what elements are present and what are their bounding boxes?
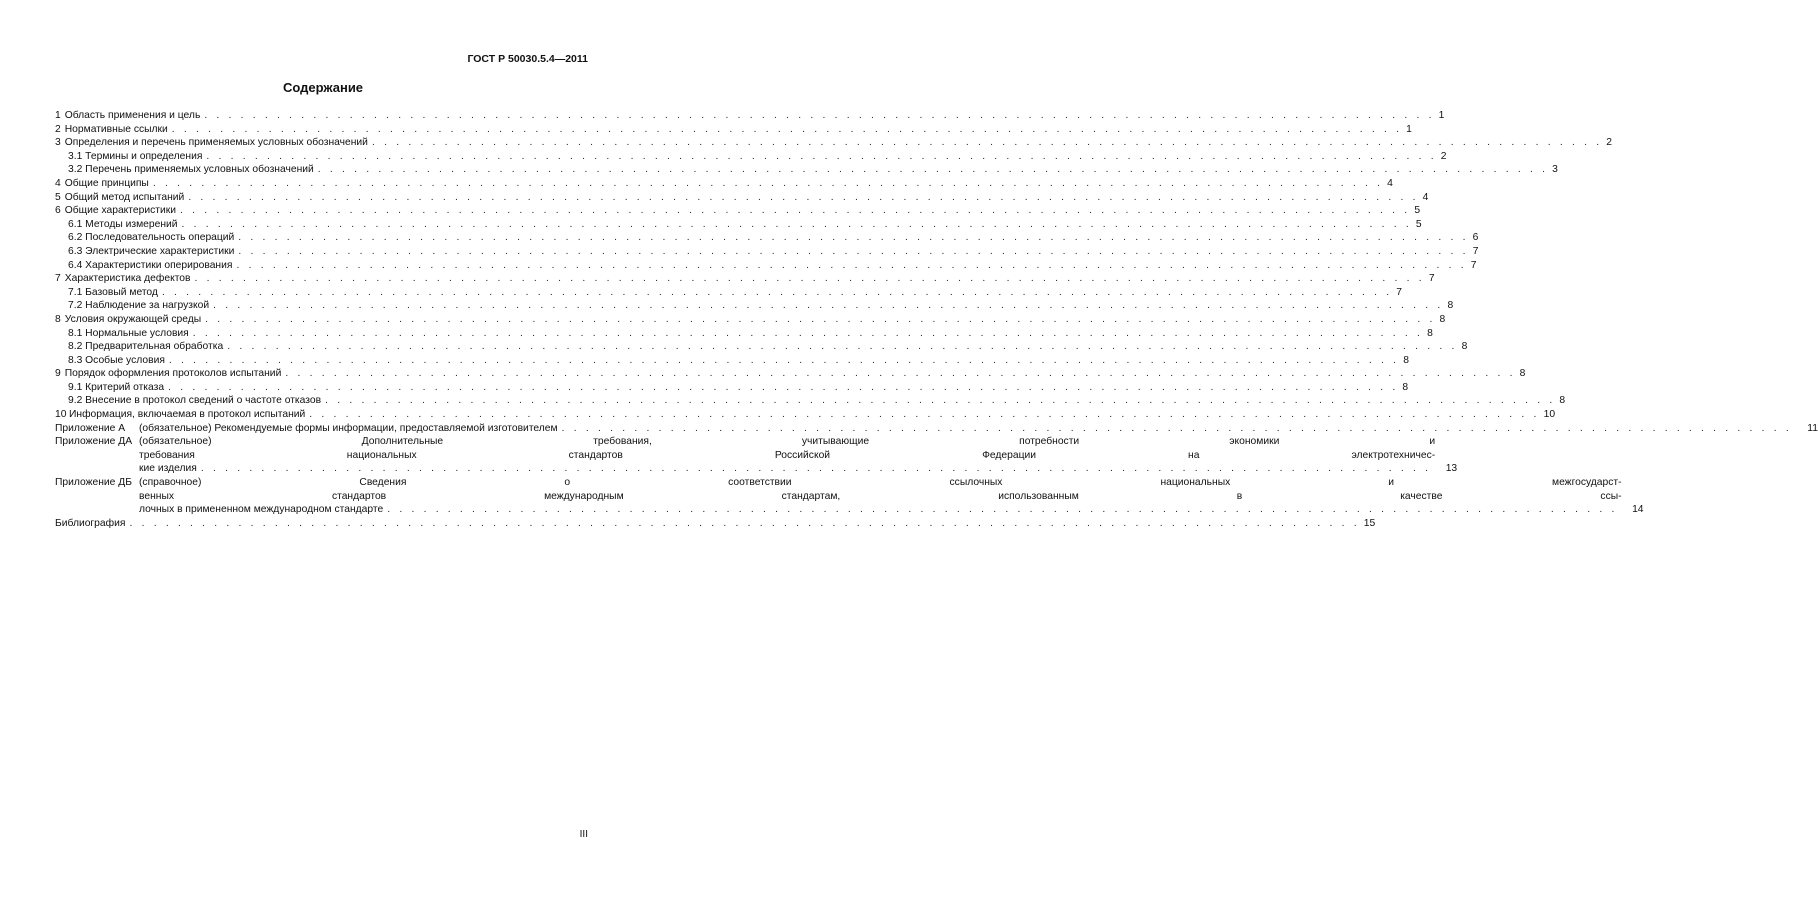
toc-page: 8: [1559, 395, 1566, 407]
toc-number: 1: [55, 110, 61, 121]
toc-leader: [162, 286, 1392, 300]
toc-leader: [562, 422, 1792, 436]
toc-page: 4: [1387, 177, 1393, 189]
appendix-line: [139, 449, 1457, 463]
toc-leader: [205, 313, 1435, 327]
toc-page: 14: [1632, 504, 1644, 516]
toc-number: 6: [55, 205, 61, 217]
toc-entry[interactable]: [55, 109, 1445, 123]
toc-label: Общие принципы: [64, 177, 149, 189]
toc-leader: [309, 408, 1539, 422]
toc-entry[interactable]: [55, 150, 1447, 164]
toc-leader: [238, 245, 1468, 259]
appendix-text: требования национальных стандартов Российской Федерации на электротехничес-: [139, 449, 1436, 461]
toc-page: 8: [1403, 354, 1409, 366]
toc-page: 7: [1396, 286, 1403, 298]
toc-leader: [201, 462, 1431, 476]
toc-entry[interactable]: [55, 177, 1393, 191]
toc-page: 3: [1552, 164, 1558, 176]
toc-entry-appendix[interactable]: [55, 422, 1818, 436]
appendix-body: [139, 435, 1457, 476]
toc-leader: [325, 394, 1555, 408]
toc-label: Область применения и цель: [64, 110, 201, 121]
appendix-text: (обязательное) Рекомендуемые формы информации, предоставляемой изготовителем: [139, 422, 558, 434]
toc-entry[interactable]: [55, 136, 1613, 150]
toc-number: 8: [55, 313, 61, 325]
appendix-text: лочных в примененном международном стандарте: [139, 504, 384, 516]
toc-page: 7: [1428, 273, 1435, 285]
toc-label: 6.1 Методы измерений: [68, 218, 178, 230]
document-header: ГОСТ Р 50030.5.4—2011: [467, 53, 588, 65]
toc-entry[interactable]: [55, 367, 1526, 381]
toc-entry[interactable]: [55, 218, 1422, 232]
toc-leader: [195, 272, 1425, 286]
toc-page: 8: [1461, 341, 1468, 353]
toc-leader: [285, 367, 1515, 381]
toc-sections: [55, 109, 1613, 422]
toc-page: 1: [1406, 123, 1412, 135]
toc-entry[interactable]: [55, 299, 1454, 313]
toc-label: Общие характеристики: [64, 205, 176, 217]
appendix-body: [139, 422, 1818, 436]
table-of-contents: [55, 109, 1818, 530]
toc-label: 6.3 Электрические характеристики: [68, 245, 235, 257]
toc-entry[interactable]: [55, 340, 1468, 354]
page-title: Содержание: [282, 80, 364, 95]
appendix-line: [139, 476, 1644, 490]
toc-entry-appendix[interactable]: [55, 435, 1458, 476]
toc-number: 5: [55, 191, 61, 203]
toc-number: 2: [55, 123, 61, 135]
toc-entry[interactable]: [55, 313, 1446, 327]
toc-page: 8: [1447, 300, 1454, 312]
toc-leader: [188, 191, 1418, 205]
toc-entry[interactable]: [55, 354, 1409, 368]
toc-label: Условия окружающей среды: [64, 313, 202, 325]
toc-entry[interactable]: [55, 123, 1412, 137]
toc-page: 7: [1472, 245, 1479, 257]
appendix-text: (справочное) Сведения о соответствии ссылочных национальных и межгосударст-: [139, 477, 1622, 489]
toc-entry[interactable]: [55, 286, 1403, 300]
toc-appendices: [55, 422, 1818, 517]
toc-label: 6.2 Последовательность операций: [68, 232, 235, 244]
toc-label: 7.2 Наблюдение за нагрузкой: [68, 300, 210, 312]
toc-number: 7: [55, 273, 61, 285]
toc-leader: [238, 231, 1468, 245]
toc-label: Библиография: [55, 517, 126, 529]
toc-number: 3: [55, 137, 61, 149]
toc-label: Определения и перечень применяемых условных обозначений: [64, 137, 368, 149]
toc-label: Информация, включаемая в протокол испытаний: [69, 409, 306, 421]
toc-entry[interactable]: [55, 259, 1477, 273]
toc-leader: [387, 503, 1617, 517]
toc-leader: [129, 517, 1359, 531]
appendix-name: Приложение ДА: [55, 436, 133, 448]
appendix-line: [139, 490, 1644, 504]
toc-entry[interactable]: [55, 394, 1566, 408]
toc-label: 8.1 Нормальные условия: [68, 327, 189, 339]
toc-page: 11: [1807, 422, 1818, 434]
appendix-body: [139, 476, 1644, 517]
toc-page: 8: [1519, 368, 1526, 380]
toc-leader: [206, 150, 1436, 164]
toc-leader: [318, 163, 1548, 177]
toc-page: 15: [1363, 517, 1376, 529]
toc-entry[interactable]: [55, 408, 1556, 422]
toc-page: 10: [1543, 409, 1556, 421]
appendix-name: Приложение ДБ: [55, 477, 132, 489]
toc-label: 3.2 Перечень применяемых условных обозначений: [68, 164, 314, 176]
toc-entry-appendix[interactable]: [55, 476, 1644, 517]
toc-page: 13: [1445, 463, 1458, 475]
toc-label: Характеристика дефектов: [64, 273, 191, 285]
toc-label: 8.3 Особые условия: [68, 354, 165, 366]
toc-page: 5: [1414, 205, 1421, 217]
toc-entry-bibliography[interactable]: [55, 517, 1376, 531]
appendix-line: [139, 462, 1457, 476]
appendix-line: [139, 503, 1644, 517]
toc-page: 6: [1472, 232, 1479, 244]
toc-label: 9.1 Критерий отказа: [68, 381, 165, 393]
toc-number: 10: [55, 409, 67, 421]
page-number: III: [579, 829, 588, 840]
toc-leader: [213, 299, 1443, 313]
toc-label: 6.4 Характеристики оперирования: [68, 259, 233, 271]
appendix-text: (обязательное) Дополнительные требования, учитывающие потребности экономики и: [139, 436, 1436, 448]
toc-page: 8: [1402, 381, 1409, 393]
toc-page: 7: [1470, 259, 1477, 271]
toc-entry[interactable]: [55, 163, 1558, 177]
toc-entry[interactable]: [55, 231, 1479, 245]
toc-leader: [372, 136, 1602, 150]
toc-leader: [169, 354, 1399, 368]
toc-leader: [193, 327, 1423, 341]
appendix-line: [139, 422, 1818, 436]
toc-entry[interactable]: [55, 204, 1421, 218]
toc-leader: [168, 381, 1398, 395]
toc-page: 8: [1427, 327, 1433, 339]
toc-label: Порядок оформления протоколов испытаний: [64, 368, 282, 380]
toc-label: Общий метод испытаний: [64, 191, 185, 203]
toc-leader: [182, 218, 1412, 232]
toc-leader: [204, 109, 1434, 123]
toc-leader: [236, 259, 1466, 273]
toc-leader: [172, 123, 1402, 137]
toc-number: 4: [55, 177, 61, 189]
toc-page: 2: [1606, 137, 1613, 149]
appendix-line: [139, 435, 1457, 449]
appendix-name: Приложение А: [55, 422, 126, 434]
toc-page: 5: [1415, 218, 1422, 230]
appendix-text: кие изделия: [139, 463, 197, 475]
toc-page: 2: [1440, 150, 1447, 162]
toc-label: 9.2 Внесение в протокол сведений о частоте отказов: [68, 395, 322, 407]
toc-page: 4: [1422, 191, 1429, 203]
toc-page: 1: [1438, 110, 1445, 121]
toc-label: 3.1 Термины и определения: [68, 150, 203, 162]
appendix-text: венных стандартов международным стандартам, использованным в качестве ссы-: [139, 490, 1622, 502]
toc-leader: [153, 177, 1383, 191]
toc-leader: [227, 340, 1457, 354]
toc-entry[interactable]: [55, 272, 1435, 286]
toc-page: 8: [1439, 313, 1446, 325]
toc-label: Нормативные ссылки: [64, 123, 168, 135]
toc-number: 9: [55, 368, 61, 380]
toc-leader: [180, 204, 1410, 218]
toc-label: 7.1 Базовый метод: [68, 286, 158, 298]
toc-label: 8.2 Предварительная обработка: [68, 341, 224, 353]
toc-entry[interactable]: [55, 191, 1429, 205]
toc-entry[interactable]: [55, 381, 1409, 395]
toc-entry[interactable]: [55, 245, 1479, 259]
toc-entry[interactable]: [55, 327, 1433, 341]
